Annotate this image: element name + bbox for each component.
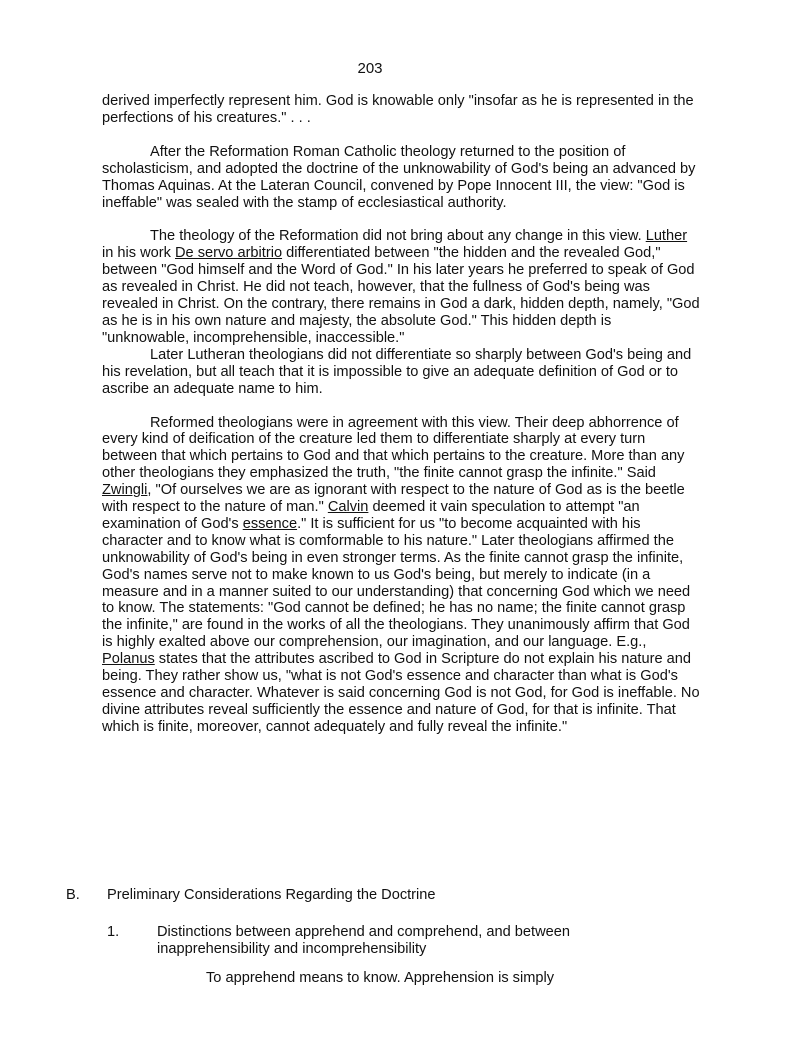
section-title: Preliminary Considerations Regarding the Doctrine (107, 887, 436, 903)
paragraph-later-lutheran: Later Lutheran theologians did not differentiate so sharply between God's being and his revelation, but all teach that it is impossible to give an adequate definition of God or to ascribe an adequate name to him. (102, 346, 692, 397)
paragraph-roman-catholic: After the Reformation Roman Catholic theology returned to the position of scholasticism, and adopted the doctrine of the unknowability of God's being an advanced by Thomas Aquinas. At the Lateran Council, convened by Pope Innocent III, the view: "God is ineffable" was sealed with the stamp of ecclesiastical authority. (102, 143, 696, 211)
text-segment: ." It is sufficient for us "to become acquainted with his character and to know what is comformable to his nature." Later theologians affirmed the unknowability of God's being in even stronger terms. As the finite cannot grasp the infinite, God's names serve not to make known to us God's being, but merely to indicate (in a measure and in a manner suited to our understanding) that concerning God which we need to know. The statements: "God cannot be defined; he has no name; the finite cannot grasp the infinite," are found in the works of all the theologians. They unanimously affirm that God is highly exalted above our comprehension, our imagination, and our language. E.g., (102, 515, 691, 651)
section-b (66, 887, 716, 958)
subsection-heading (107, 924, 716, 958)
subsection-number: 1. (107, 924, 120, 940)
text-segment: differentiated between "the hidden and the revealed God," between "God himself and the Word of God." In his later years he preferred to speak of God as revealed in Christ. He did not teach, however, that the fullness of God's being was revealed in Christ. On the contrary, there remains in God a dark, hidden depth, namely, "God as he is in his own nature and majesty, the absolute God." This hidden depth is "unknowable, incomprehensible, inaccessible." (102, 245, 700, 346)
paragraph-reformed (102, 415, 702, 736)
underlined-name-zwingli: Zwingli (102, 482, 148, 499)
underlined-name-calvin: Calvin (327, 499, 369, 516)
underlined-name-luther: Luther (645, 228, 688, 245)
section-heading (66, 887, 716, 904)
page-number: 203 (357, 60, 383, 77)
text-segment: Reformed theologians were in agreement with this view. Their deep abhorrence of every kind of deification of the creature led them to differentiate sharply at every turn between that which pertains to God and that which pertains to the creature. More than any other theologians they emphasized the truth, "the finite cannot grasp the infinite." Said (102, 414, 685, 482)
text-segment: The theology of the Reformation did not bring about any change in this view. (150, 228, 646, 245)
subsection-title: Distinctions between apprehend and comprehend, and between inapprehensibility and incomprehensibility (157, 924, 570, 957)
underlined-title-de-servo-arbitrio: De servo arbitrio (175, 245, 283, 262)
section-letter: B. (66, 887, 80, 903)
body-text (102, 93, 702, 736)
underlined-word-essence: essence (242, 515, 298, 532)
text-segment: deemed it vain speculation to attempt "an examination of God's (102, 499, 640, 532)
text-segment: states that the attributes ascribed to God in Scripture do not explain his nature and being. They rather show us, "what is not God's essence and character than what is God's essence and character. Whatever is said concerning God is not God, for God is ineffable. No divine attributes reveal sufficiently the essence and nature of God, for that is infinite. That which is finite, moreover, cannot adequately and fully reveal the infinite." (102, 651, 700, 735)
paragraph-continuation: derived imperfectly represent him. God is knowable only "insofar as he is represented in the perfections of his creatures." . . . (102, 93, 694, 126)
paragraph-apprehend: To apprehend means to know. Apprehension is simply (206, 970, 555, 986)
text-segment: in his work (102, 245, 175, 262)
text-segment: , "Of ourselves we are as ignorant with respect to the nature of God as is the beetle with respect to the nature of man." (102, 482, 685, 516)
underlined-name-polanus: Polanus (102, 651, 155, 668)
paragraph-reformation (102, 228, 702, 346)
